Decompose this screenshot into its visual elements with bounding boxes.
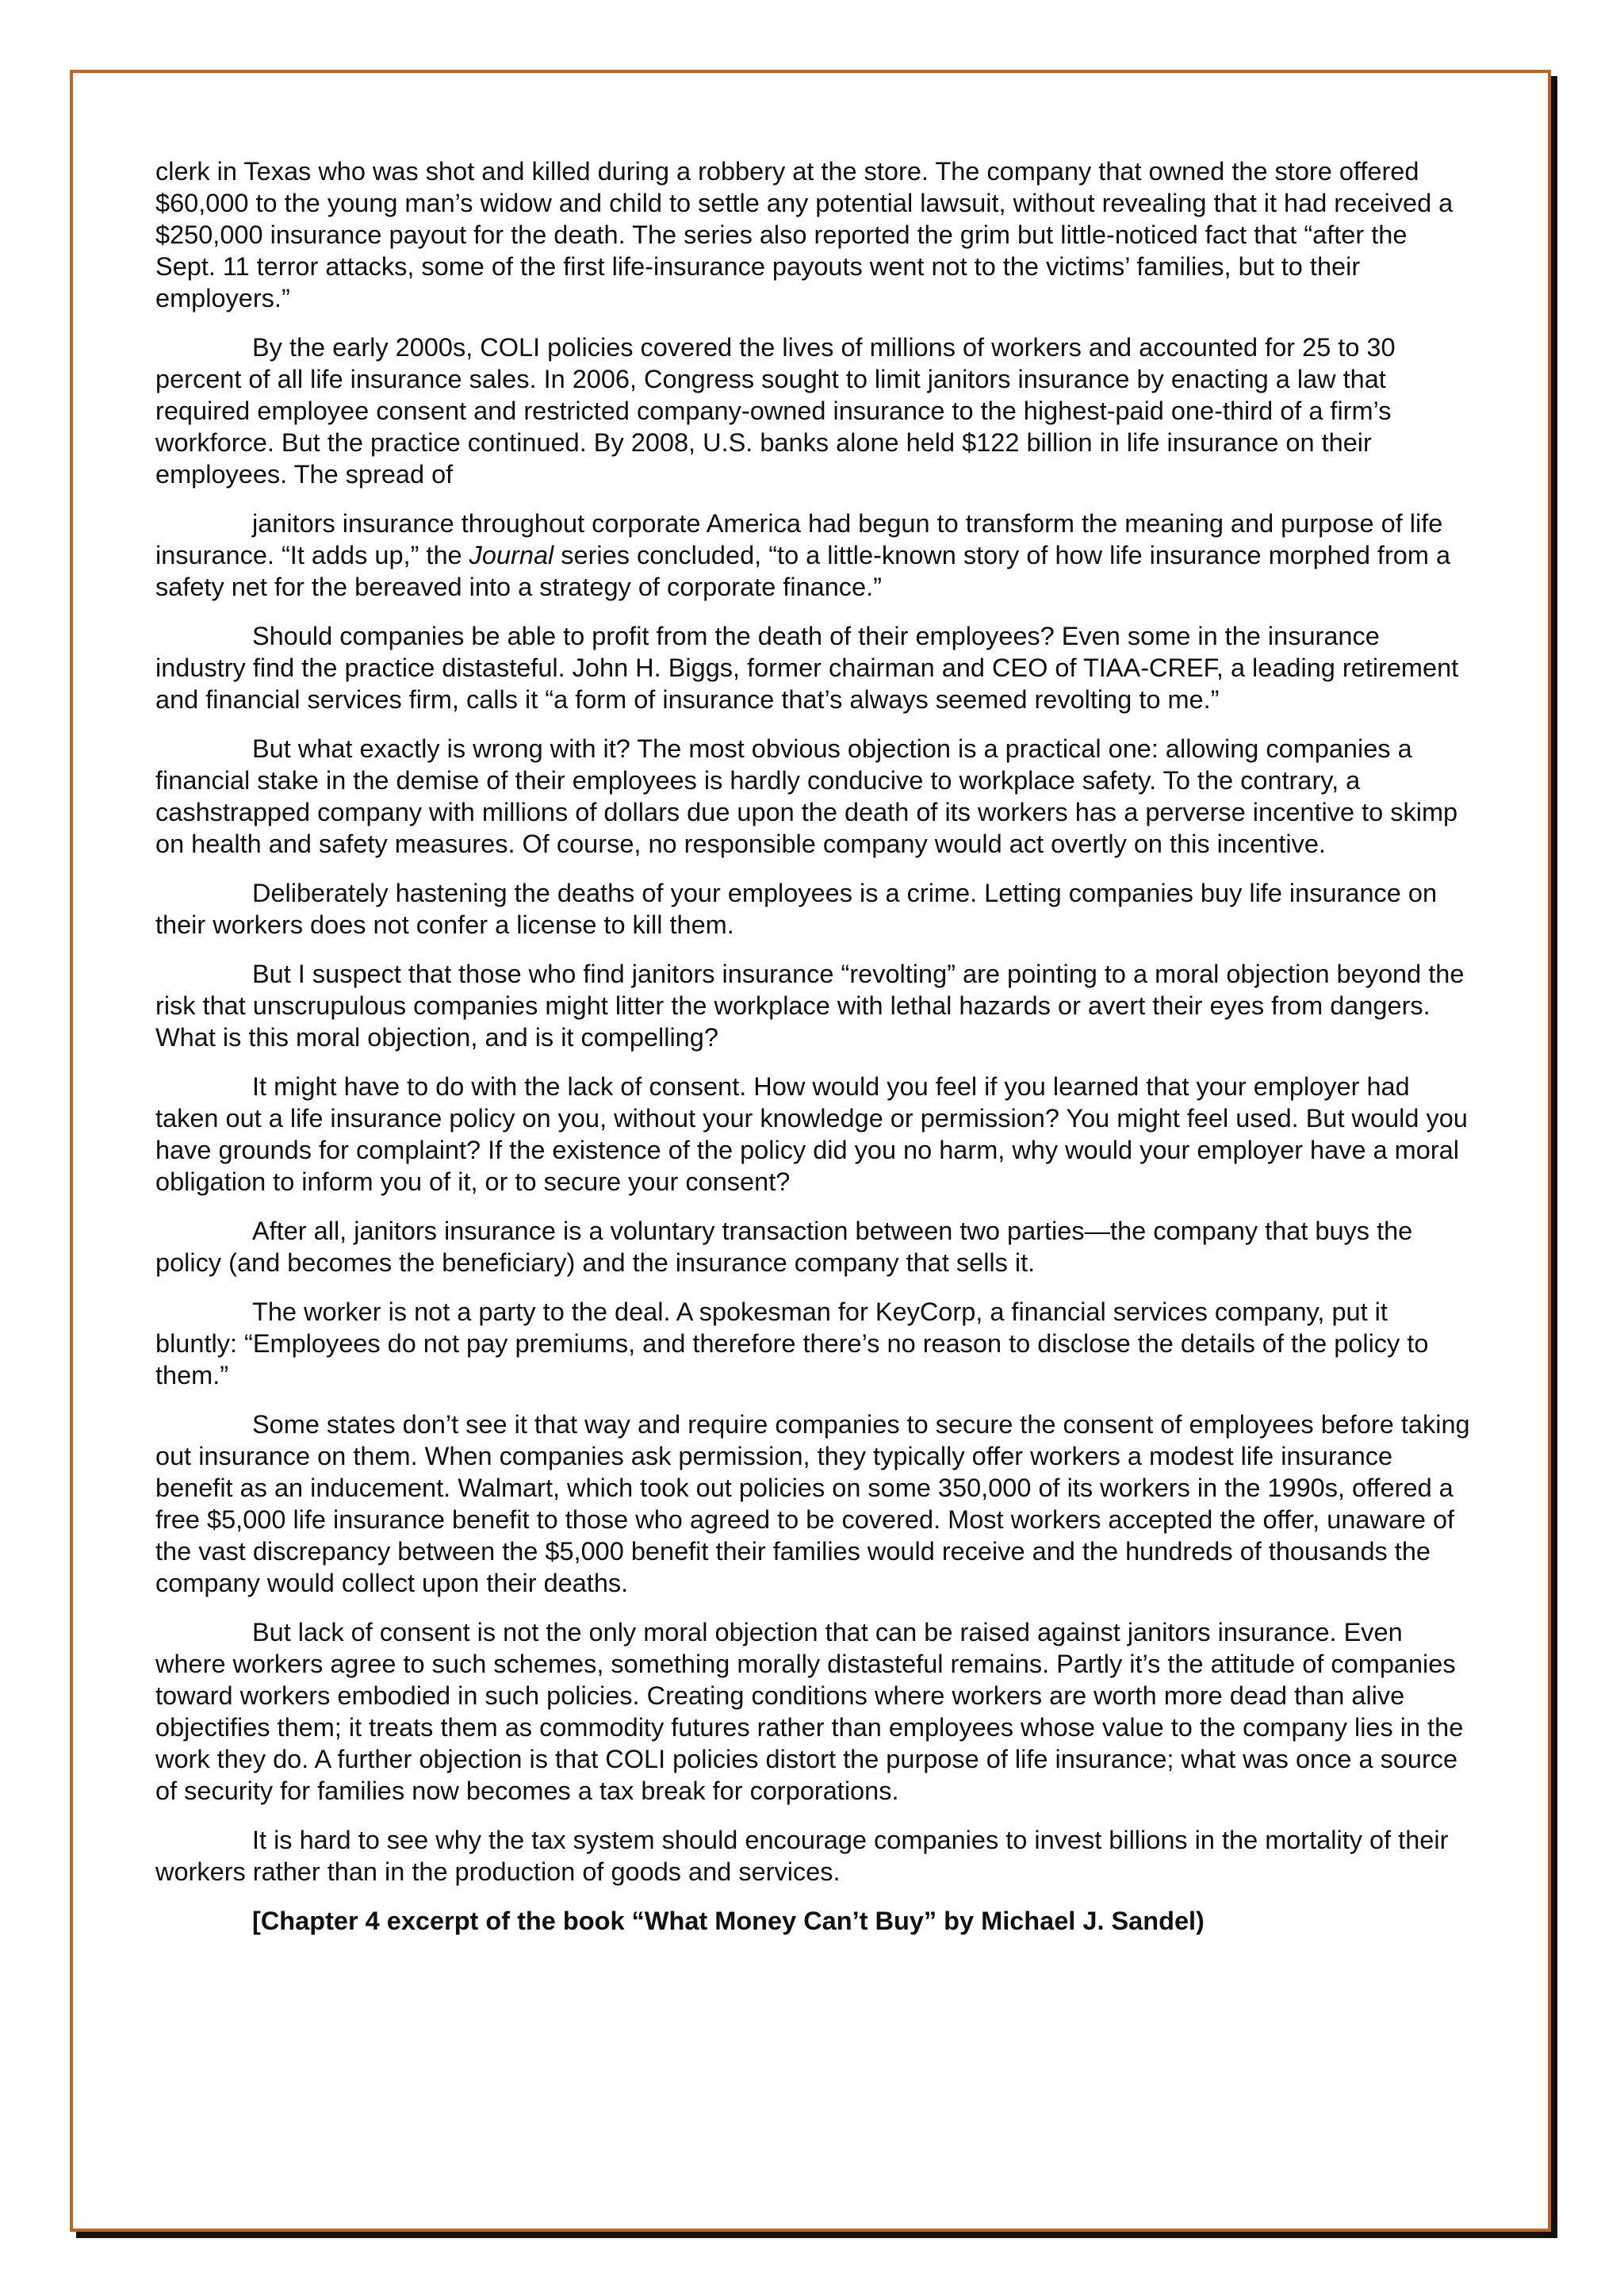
paragraph-7: But I suspect that those who find janitors insurance “revolting” are pointing to a moral objection beyond the risk that unscrupulous companies might litter the workplace with lethal hazards or avert their eyes from dangers. What is this moral objection, and is it compelling? xyxy=(155,960,1465,1052)
journal-title-italic: Journal xyxy=(469,541,554,569)
paragraph-13: It is hard to see why the tax system should encourage companies to invest billions in the mortality of their workers rather than in the production of goods and services. xyxy=(155,1826,1449,1886)
paragraph-3 xyxy=(155,508,1473,603)
document-body xyxy=(155,155,1473,1954)
paragraph-3-text-after: series concluded, “to a little-known story of how life insurance morphed from a safety net for the bereaved into a strategy of corporate finance.” xyxy=(155,541,1451,601)
paragraph-10: The worker is not a party to the deal. A spokesman for KeyCorp, a financial services company, put it bluntly: “Employees do not pay premiums, and therefore there’s no reason to disclose the details of the policy to them.” xyxy=(155,1297,1429,1389)
paragraph-6: Deliberately hastening the deaths of your employees is a crime. Letting companies buy life insurance on their workers does not confer a license to kill them. xyxy=(155,879,1438,939)
paragraph-1: clerk in Texas who was shot and killed during a robbery at the store. The company that owned the store offered $60,000 to the young man’s widow and child to settle any potential lawsuit, without revealing that it had received a $250,000 insurance payout for the death. The series also reported the grim but little-noticed fact that “after the Sept. 11 terror attacks, some of the first life-insurance payouts went not to the victims’ families, but to their employers.” xyxy=(155,157,1454,312)
paragraph-8: It might have to do with the lack of consent. How would you feel if you learned that your employer had taken out a life insurance policy on you, without your knowledge or permission? You might feel used. But would you have grounds for complaint? If the existence of the policy did you no harm, why would your employer have a moral obligation to inform you of it, or to secure your consent? xyxy=(155,1072,1468,1196)
paragraph-4: Should companies be able to profit from the death of their employees? Even some in the insurance industry find the practice distasteful. John H. Biggs, former chairman and CEO of TIAA-CREF, a leading retirement and financial services firm, calls it “a form of insurance that’s always seemed revolting to me.” xyxy=(155,622,1459,714)
book-citation: [Chapter 4 excerpt of the book “What Money Can’t Buy” by Michael J. Sandel) xyxy=(252,1907,1205,1935)
paragraph-3-text-before: janitors insurance throughout corporate America had begun to transform the meaning and purpose of life insurance. “It adds up,” the xyxy=(155,509,1443,569)
paragraph-2: By the early 2000s, COLI policies covered the lives of millions of workers and accounted for 25 to 30 percent of all life insurance sales. In 2006, Congress sought to limit janitors insurance by enacting a law that required employee consent and restricted company-owned insurance to the highest-paid one-third of a firm’s workforce. But the practice continued. By 2008, U.S. banks alone held $122 billion in life insurance on their employees. The spread of xyxy=(155,333,1396,489)
paragraph-12: But lack of consent is not the only moral objection that can be raised against janitors insurance. Even where workers agree to such schemes, something morally distasteful remains. Partly it’s the attitude of companies toward workers embodied in such policies. Creating conditions where workers are worth more dead than alive objectifies them; it treats them as commodity futures rather than employees whose value to the company lies in the work they do. A further objection is that COLI policies distort the purpose of life insurance; what was once a source of security for families now becomes a tax break for corporations. xyxy=(155,1618,1464,1805)
paragraph-11: Some states don’t see it that way and require companies to secure the consent of employees before taking out insurance on them. When companies ask permission, they typically offer workers a modest life insurance benefit as an inducement. Walmart, which took out policies on some 350,000 of its workers in the 1990s, offered a free $5,000 life insurance benefit to those who agreed to be covered. Most workers accepted the offer, unaware of the vast discrepancy between the $5,000 benefit their families would receive and the hundreds of thousands the company would collect upon their deaths. xyxy=(155,1410,1470,1597)
paragraph-9: After all, janitors insurance is a voluntary transaction between two parties—the company that buys the policy (and becomes the beneficiary) and the insurance company that sells it. xyxy=(155,1217,1413,1277)
paragraph-5: But what exactly is wrong with it? The most obvious objection is a practical one: allowing companies a financial stake in the demise of their employees is hardly conducive to workplace safety. To the contrary, a cashstrapped company with millions of dollars due upon the death of its workers has a perverse incentive to skimp on health and safety measures. Of course, no responsible company would act overtly on this incentive. xyxy=(155,734,1458,858)
